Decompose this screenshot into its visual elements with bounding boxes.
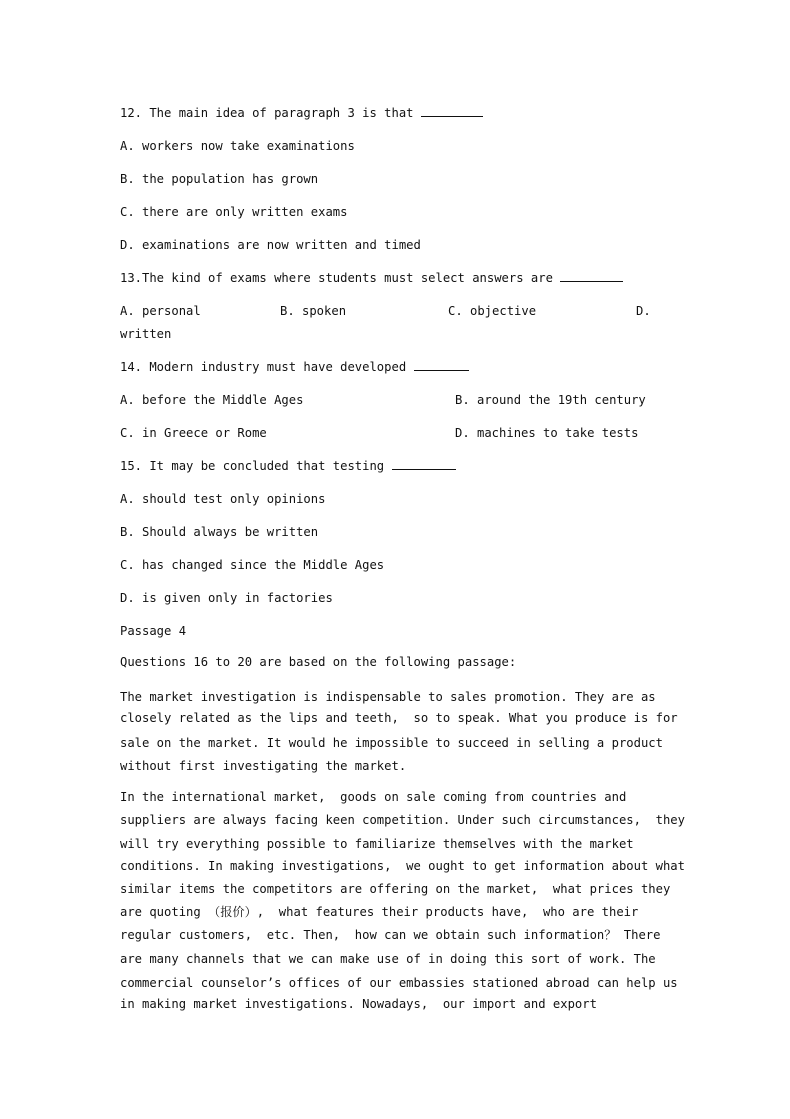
paragraph-1-line: sale on the market. It would he impossible to succeed in selling a product [120,736,663,750]
paragraph-2-line: commercial counselor’s offices of our embassies stationed abroad can help us [120,976,678,990]
paragraph-2-line: in making market investigations. Nowadays, our import and export [120,997,597,1011]
paragraph-2-line: conditions. In making investigations, we ought to get information about what [120,859,685,873]
paragraph-2-line: are many channels that we can make use of in doing this sort of work. The [120,952,656,966]
paragraph-2-line: regular customers, etc. Then, how can we obtain such information？ There [120,928,661,942]
question-14-stem [120,359,469,375]
paragraph-2-line: similar items the competitors are offering on the market, what prices they [120,882,671,896]
question-15-option-b: B. Should always be written [120,525,319,539]
question-13-stem [120,270,623,286]
question-13-option-c: C. objective [448,304,537,318]
passage-title: Passage 4 [120,624,187,638]
question-12-option-b: B. the population has grown [120,172,319,186]
question-14-text: 14. Modern industry must have developed [120,360,414,374]
answer-blank [392,458,456,470]
paragraph-2-line: will try everything possible to familiarize themselves with the market [120,837,634,851]
paragraph-1-line: without first investigating the market. [120,759,407,773]
answer-blank [421,105,483,117]
question-15-option-d: D. is given only in factories [120,591,333,605]
paragraph-1-line: The market investigation is indispensable to sales promotion. They are as [120,690,656,704]
question-14-option-c: C. in Greece or Rome [120,426,267,440]
question-12-text: 12. The main idea of paragraph 3 is that [120,106,421,120]
question-13-option-b: B. spoken [280,304,347,318]
paragraph-1-line: closely related as the lips and teeth, so to speak. What you produce is for [120,711,678,725]
question-13-option-a: A. personal [120,304,201,318]
paragraph-2-line: In the international market, goods on sale coming from countries and [120,790,627,804]
question-12-option-c: C. there are only written exams [120,205,348,219]
question-12-option-d: D. examinations are now written and timed [120,238,421,252]
question-12-stem [120,105,483,121]
question-15-text: 15. It may be concluded that testing [120,459,392,473]
question-14-option-a: A. before the Middle Ages [120,393,304,407]
passage-intro: Questions 16 to 20 are based on the following passage: [120,655,517,669]
question-14-option-b: B. around the 19th century [455,393,646,407]
question-14-option-d: D. machines to take tests [455,426,639,440]
question-15-option-c: C. has changed since the Middle Ages [120,558,385,572]
question-15-option-a: A. should test only opinions [120,492,326,506]
question-13-option-d: D. [636,304,651,318]
paragraph-2-line: suppliers are always facing keen competition. Under such circumstances, they [120,813,685,827]
question-12-option-a: A. workers now take examinations [120,139,355,153]
paragraph-2-line: are quoting （报价）, what features their products have, who are their [120,905,639,919]
question-13-text: 13.The kind of exams where students must select answers are [120,271,561,285]
question-15-stem [120,458,456,474]
answer-blank [560,270,623,282]
answer-blank [414,359,469,371]
question-13-option-d-continued: written [120,327,172,341]
